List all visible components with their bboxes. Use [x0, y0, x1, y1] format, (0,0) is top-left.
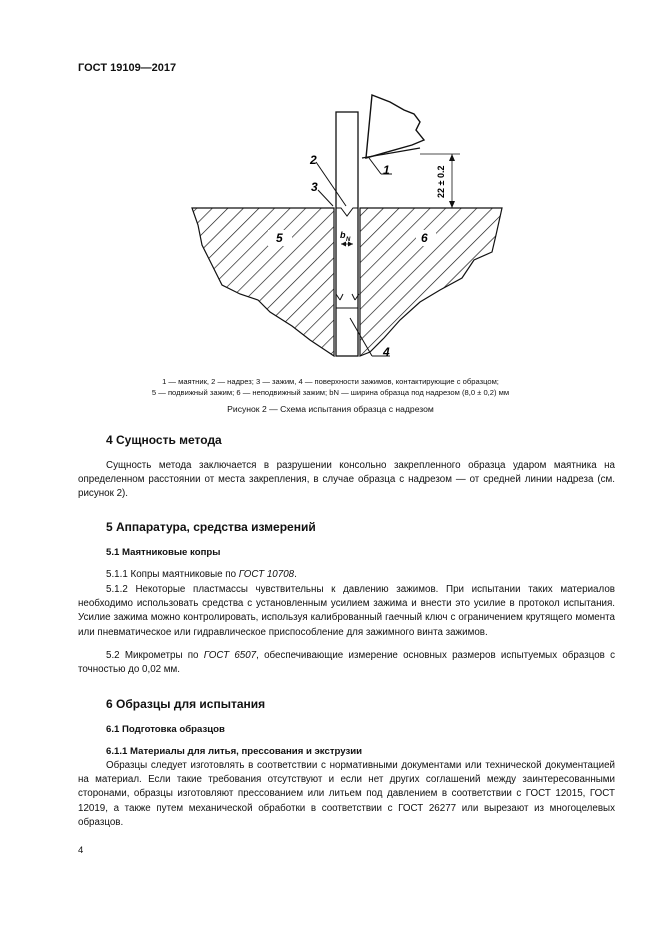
- paragraph-5-1-1: 5.1.1 Копры маятниковые по ГОСТ 10708.: [106, 569, 297, 580]
- figure-legend-line-2: 5 — подвижный зажим; 6 — неподвижный зажим; bN — ширина образца под надрезом (8,0 ± 0,2) мм: [151, 388, 510, 397]
- paragraph-6-1-1: Образцы следует изготовлять в соответствии с нормативными документами или технической документацией на материал. Если такие требования отсутствуют и если нет других соглашений между заинтересованными сторонами, образцы изготовляют прессованием или литьем под давлением в соответствии с ГОСТ 12015, ГОСТ 12019, а также путем механической обработки в соответствии с ГОСТ 26277 или вырезают из многоцелевых образцов.: [78, 760, 615, 828]
- movable-clamp: [192, 208, 334, 356]
- bn-label: b: [340, 230, 346, 240]
- label-6: 6: [421, 231, 428, 245]
- label-4: 4: [383, 345, 390, 359]
- gost-6507-ref: ГОСТ 6507: [203, 650, 257, 661]
- figure-caption: Рисунок 2 — Схема испытания образца с надрезом: [227, 404, 434, 414]
- label-1: 1: [383, 163, 390, 177]
- figure-legend-line-1: 1 — маятник, 2 — надрез; 3 — зажим, 4 — поверхности зажимов, контактирующие с образцом;: [162, 377, 499, 386]
- label-5: 5: [276, 231, 283, 245]
- paragraph-5-1-2: 5.1.2 Некоторые пластмассы чувствительны к давлению зажимов. При испытании таких материалов необходимо использовать средства с установленным усилием зажима и внести это усилие в протокол испытания. Усилие зажима можно контролировать, используя калиброванный гаечный ключ с ограничением крутящего момента или пневматическое или гидравлическое приспособление для зажимного винта зажимов.: [78, 584, 615, 638]
- test-scheme-figure: [0, 0, 661, 370]
- section-4-text: Сущность метода заключается в разрушении консольно закрепленного образца ударом маятника на определенном расстоянии от места закрепления, в случае образца с надрезом — от средней линии надреза (см. рисунок 2).: [78, 460, 615, 500]
- label-2: 2: [310, 153, 317, 167]
- section-4-title: 4 Сущность метода: [106, 433, 222, 447]
- dimension-label: 22 ± 0.2: [436, 165, 446, 198]
- section-6-title: 6 Образцы для испытания: [106, 697, 266, 711]
- subsection-6-1-title: 6.1 Подготовка образцов: [106, 724, 225, 735]
- paragraph-5-2: 5.2 Микрометры по ГОСТ 6507, обеспечивающие измерение основных размеров испытуемых образцов с точностью до 0,02 мм.: [78, 650, 615, 676]
- subsection-5-1-title: 5.1 Маятниковые копры: [106, 547, 221, 558]
- bn-subscript: N: [346, 237, 351, 243]
- doc-header: ГОСТ 19109—2017: [78, 62, 177, 74]
- gost-10708-ref: ГОСТ 10708: [238, 569, 295, 580]
- page-number: 4: [78, 845, 84, 856]
- subsection-6-1-1-title: 6.1.1 Материалы для литья, прессования и экструзии: [106, 746, 363, 757]
- label-3: 3: [311, 180, 318, 194]
- section-5-title: 5 Аппаратура, средства измерений: [106, 520, 316, 534]
